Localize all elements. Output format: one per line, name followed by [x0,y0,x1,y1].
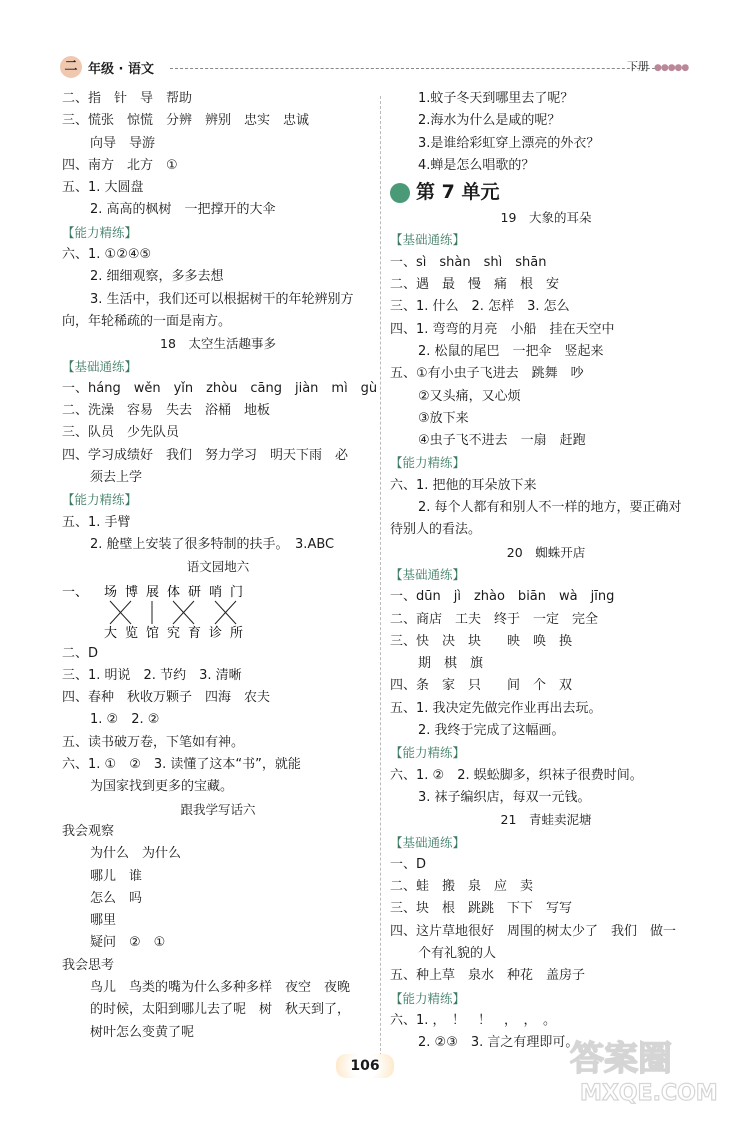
answer-line: 三、快 决 块 映 唤 换 [390,633,573,649]
decorative-dots: ●●●●● [654,63,689,73]
answer-line: 怎么 吗 [90,890,143,906]
answer-line: 疑问 ② ① [90,935,166,951]
match-bottom-char: 诊 [209,625,223,641]
answer-line: 四、这片草地很好 周围的树太少了 我们 做一 [390,923,677,939]
answer-line: 的时候，太阳到哪儿去了呢 树 秋天到了， [90,1002,351,1018]
header-divider [170,68,665,69]
answer-line: 四、南方 北方 ① [62,157,178,173]
answer-line: 2. 细细观察，多多去想 [90,269,224,285]
answer-line: 四、条 家 只 间 个 双 [390,678,573,694]
answer-line: 六、1. ① ② 3. 读懂了这本“书”，就能 [62,757,301,773]
match-bottom-char: 览 [125,625,139,641]
section-tag: 【基础通练】 [390,566,466,582]
matching-exercise [62,579,374,643]
page-header [60,56,700,80]
answer-line: 哪里 [90,913,117,929]
grade-badge: 二 [60,56,82,78]
section-title: 跟我学写话六 [180,801,256,817]
page-number: 106 [336,1054,394,1078]
unit-heading [390,177,702,207]
right-column [390,88,702,1054]
section-title: 语文园地六 [186,559,250,575]
section-title: 21 青蛙卖泥塘 [500,812,592,828]
answer-line: 四、春种 秋收万颗子 四海 农夫 [62,690,271,706]
answer-line: 三、慌张 惊慌 分辨 辨别 忠实 忠诚 [62,113,310,129]
answer-line: 五、①有小虫子飞进去 跳舞 吵 [390,366,584,382]
answer-line: 须去上学 [90,470,143,486]
answer-line: 3. 生活中，我们还可以根据树干的年轮辨别方 [90,291,354,307]
answer-line: 二、蛙 搬 泉 应 卖 [390,879,534,895]
answer-line: 六、1. ①②④⑤ [62,247,152,263]
answer-line: 四、学习成绩好 我们 努力学习 明天下雨 必 [62,447,349,463]
grade-subject-label: 年级 · 语文 [88,62,154,77]
answer-line: 2. 舱壁上安装了很多特制的扶手。 3.ABC [90,536,335,552]
section-tag: 【基础通练】 [390,834,466,850]
match-bottom-char: 馆 [146,625,160,641]
answer-line: 五、1. 大圆盘 [62,180,144,196]
match-bottom-char: 大 [104,625,118,641]
answer-line: 六、1. ② 2. 蜈蚣脚多，织袜子很费时间。 [390,767,643,783]
answer-line: 六、1. ， ！ ！ ， ， 。 [390,1012,557,1028]
answer-line: 三、1. 明说 2. 节约 3. 清晰 [62,667,242,683]
volume-label: 下册 [627,60,649,73]
answer-line: 三、队员 少先队员 [62,425,180,441]
section-tag: 【能力精练】 [390,455,466,471]
matching-lines [62,579,374,643]
answer-line: 五、1. 手臂 [62,514,131,530]
answer-line: 三、块 根 跳跳 下下 写写 [390,901,573,917]
match-top-char: 门 [230,584,244,600]
answer-line: 2. 我终于完成了这幅画。 [418,723,565,739]
answer-line: 为国家找到更多的宝藏。 [90,779,234,795]
section-title: 20 蜘蛛开店 [506,544,586,560]
left-column [62,88,378,1044]
section-tag: 【基础通练】 [390,232,466,248]
section-tag: 【能力精练】 [390,745,466,761]
section-tag: 【能力精练】 [62,492,138,508]
answer-line: ④虫子飞不进去 一扇 赶跑 [418,433,586,449]
section-tag: 【能力精练】 [62,224,138,240]
left-answers-top [62,88,378,579]
column-divider [380,96,381,1076]
answer-line: 一、háng wěn yǐn zhòu cāng jiàn mì gù [62,380,378,396]
watermark-logo [560,1030,730,1108]
answer-line: 向，年轮稀疏的一面是南方。 [62,313,232,329]
answer-line: 二、商店 工夫 终于 一定 完全 [390,611,599,627]
answer-line: 3. 袜子编织店，每双一元钱。 [418,789,591,805]
answer-line: 六、1. 把他的耳朵放下来 [390,477,537,493]
answer-line: 向导 导游 [90,135,156,151]
section-tag: 【基础通练】 [62,358,138,374]
answer-line: 2. 高高的枫树 一把撑开的大伞 [90,202,276,218]
answer-line: 五、读书破万卷，下笔如有神。 [62,734,245,750]
answer-line: 二、遇 最 慢 痛 根 安 [390,277,560,293]
match-question-label: 一、 [62,584,89,600]
svg-text:答案圈: 答案圈 [570,1039,672,1079]
match-top-char: 展 [146,584,160,600]
answer-line: 一、D [390,856,427,872]
answer-line: ③放下来 [418,410,469,426]
match-bottom-char: 育 [188,625,202,641]
answer-line: 个有礼貌的人 [418,945,497,961]
answer-line: 我会思考 [62,957,115,973]
match-top-char: 哨 [209,584,223,600]
match-top-char: 研 [188,584,202,600]
answer-line: 五、种上草 泉水 种花 盖房子 [390,968,586,984]
answer-line: 我会观察 [62,823,115,839]
answer-line: 1.蚊子冬天到哪里去了呢？ [418,91,574,106]
answer-line: 3.是谁给彩虹穿上漂亮的外衣？ [418,135,600,151]
match-top-char: 场 [104,584,118,600]
answer-line: 树叶怎么变黄了呢 [90,1024,195,1040]
section-tag: 【能力精练】 [390,990,466,1006]
unit-icon [390,183,410,203]
answer-line: ②又头痛，又心烦 [418,388,521,404]
answer-line: 2. 每个人都有和别人不一样的地方，要正确对 [418,500,682,516]
match-top-char: 体 [167,584,181,600]
answer-line: 待别人的看法。 [390,522,482,538]
answer-line: 二、洗澡 容易 失去 浴桶 地板 [62,403,271,419]
section-title: 19 大象的耳朵 [500,210,592,226]
answer-line: 4.蝉是怎么唱歌的？ [418,157,535,173]
right-answers-bottom [390,207,702,1054]
left-answers-bottom [62,643,374,1044]
section-title: 18 太空生活趣事多 [160,336,276,352]
answer-line: 期 棋 旗 [418,656,484,672]
answer-line: 一、dūn jì zhào biān wà jīng [390,589,615,605]
svg-text:MXQE.COM: MXQE.COM [580,1081,718,1106]
answer-line: 二、D [62,645,99,661]
answer-line: 一、sì shàn shì shān [390,254,547,270]
answer-line: 2. 松鼠的尾巴 一把伞 竖起来 [418,343,604,359]
answer-line: 三、1. 什么 2. 怎样 3. 怎么 [390,299,570,315]
right-answers-top [390,88,702,177]
answer-line: 1. ② 2. ② [90,712,160,728]
match-top-char: 博 [125,584,139,600]
match-bottom-char: 究 [167,625,181,641]
answer-line: 哪儿 谁 [90,868,143,884]
unit-title: 第 7 单元 [416,181,500,204]
answer-line: 2.海水为什么是咸的呢？ [418,113,561,129]
answer-line: 2. ②③ 3. 言之有理即可。 [418,1035,579,1051]
match-bottom-char: 所 [230,625,244,641]
answer-line: 二、指 针 导 帮助 [62,91,193,106]
answer-line: 四、1. 弯弯的月亮 小船 挂在天空中 [390,321,615,337]
answer-line: 五、1. 我决定先做完作业再出去玩。 [390,700,602,716]
answer-line: 鸟儿 鸟类的嘴为什么多种多样 夜空 夜晚 [90,979,351,995]
answer-line: 为什么 为什么 [90,846,182,862]
